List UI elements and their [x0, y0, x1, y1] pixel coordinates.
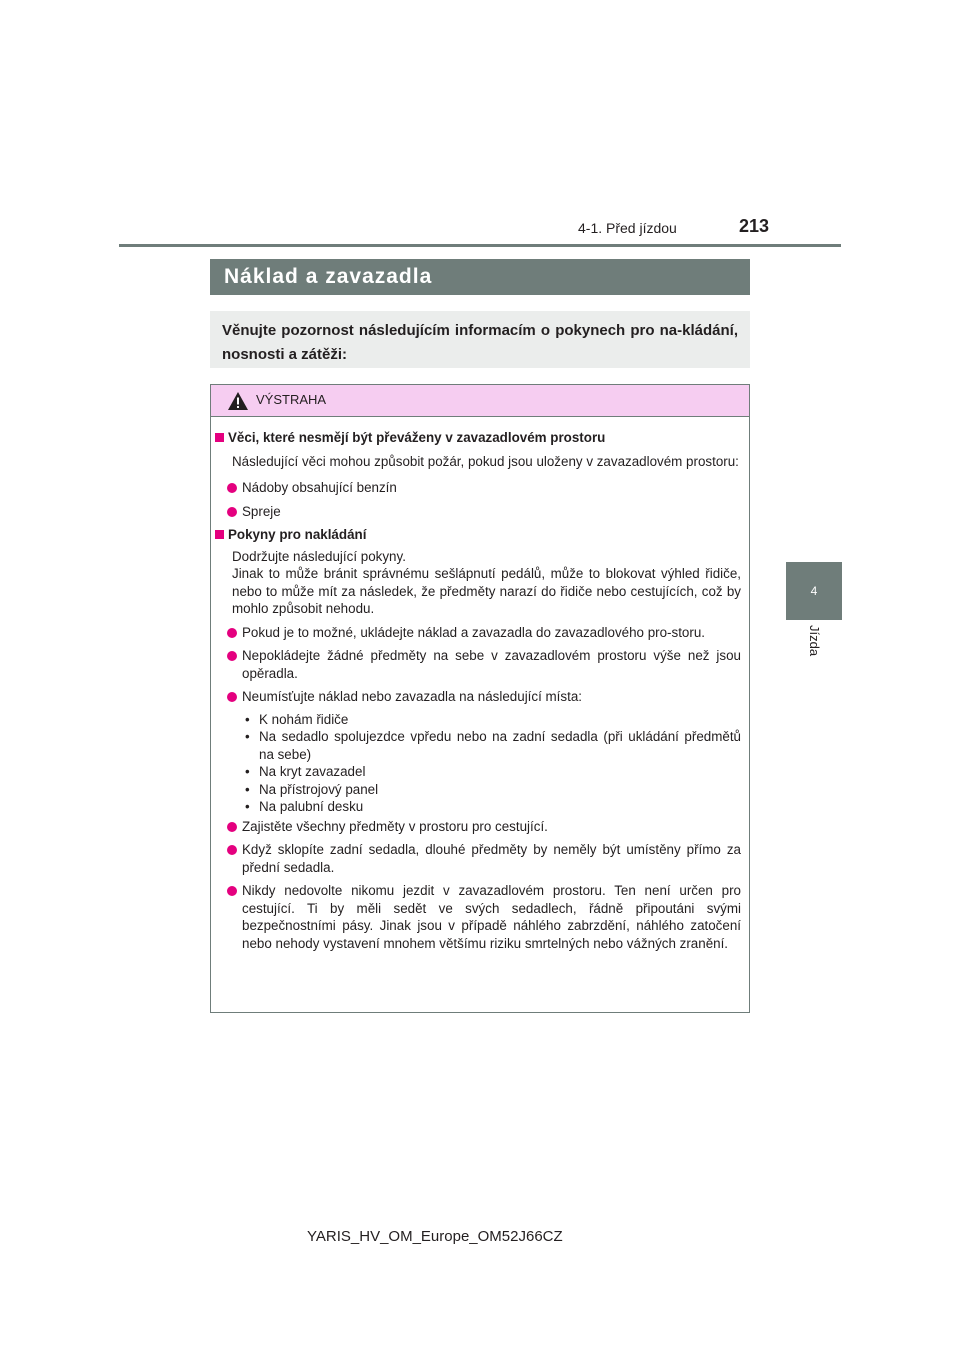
list-item — [227, 841, 741, 876]
circle-bullet-icon — [227, 845, 237, 855]
page-number: 213 — [739, 216, 770, 236]
chapter-number: 4 — [810, 584, 818, 598]
circle-bullet-icon — [227, 483, 237, 493]
list-item — [227, 647, 741, 682]
warning-triangle-icon — [227, 391, 249, 411]
sub-list — [245, 711, 741, 816]
section-heading — [215, 526, 741, 544]
list-item — [227, 688, 741, 706]
list-item — [227, 818, 741, 836]
list-item-text: Nepokládejte žádné předměty na sebe v zavazadlovém prostoru výše než jsou opěradla. — [242, 648, 741, 681]
circle-bullet-icon — [227, 886, 237, 896]
list-item-text: Neumísťujte náklad nebo zavazadla na následující místa: — [242, 689, 582, 704]
list-item — [227, 882, 741, 952]
dot-icon: • — [245, 711, 250, 727]
sub-list-item-text: Na palubní desku — [259, 799, 364, 814]
circle-bullet-icon — [227, 692, 237, 702]
intro-text: Věnujte pozornost následujícím informacím o pokynech pro na-kládání, nosnosti a zátěži: — [222, 322, 738, 363]
sub-list-item — [245, 781, 741, 799]
sub-list-item-text: Na kryt zavazadel — [259, 764, 366, 779]
sub-list-item-text: Na sedadlo spolujezdce vpředu nebo na zadní sedadla (při ukládání předmětů na sebe) — [259, 729, 741, 762]
sub-list-item — [245, 728, 741, 763]
section-text: Následující věci mohou způsobit požár, pokud jsou uloženy v zavazadlovém prostoru: — [232, 453, 739, 469]
list-item-text: Pokud je to možné, ukládejte náklad a zavazadla do zavazadlového pro-storu. — [242, 624, 706, 640]
sub-list-item — [245, 798, 741, 816]
sub-list-item-text: K nohám řidiče — [259, 711, 349, 727]
square-bullet-icon — [215, 433, 224, 442]
list-item-text: Spreje — [242, 503, 281, 519]
list-item-text: Nádoby obsahující benzín — [242, 480, 397, 495]
list-item — [227, 624, 741, 642]
warning-header — [211, 385, 749, 417]
section-heading-text: Věci, které nesmějí být převáženy v zavazadlovém prostoru — [228, 430, 606, 445]
intro-box — [210, 311, 750, 368]
chapter-label: Jízda — [807, 625, 822, 657]
warning-box — [210, 384, 750, 1013]
header-section-title: 4-1. Před jízdou — [578, 220, 677, 236]
circle-bullet-icon — [227, 507, 237, 517]
document-code: YARIS_HV_OM_Europe_OM52J66CZ — [307, 1228, 563, 1245]
section-text: Jinak to může bránit správnému sešlápnutí pedálů, může to blokovat výhled řidiče, nebo to může mít za následek, že předměty narazí do řidiče nebo cestujících, což by mohlo způsobit nehodu. — [232, 566, 741, 616]
list-item — [227, 479, 741, 497]
list-item-text: Zajistěte všechny předměty v prostoru pro cestující. — [242, 818, 548, 834]
chapter-tab — [786, 562, 842, 620]
circle-bullet-icon — [227, 628, 237, 638]
page-title: Náklad a zavazadla — [210, 259, 750, 295]
warning-body — [211, 417, 749, 952]
list-item-text: Když sklopíte zadní sedadla, dlouhé předměty by neměly být umístěny přímo za přední sedadla. — [242, 842, 741, 875]
section-heading-text: Pokyny pro nakládání — [228, 527, 367, 542]
list-item-text: Nikdy nedovolte nikomu jezdit v zavazadlovém prostoru. Ten není určen pro cestující. Ti by měli sedět ve svých sedadlech, řádně připoutáni svými bezpečnostními pásy. Jinak jsou v případě náhlého zabrzdění, náhlého zatočení nebo nehody vystavení mnohem většímu riziku smrtelných nebo vážných zranění. — [242, 883, 741, 951]
sub-list-item — [245, 763, 741, 781]
warning-label: VÝSTRAHA — [256, 392, 327, 407]
dot-icon: • — [245, 781, 250, 797]
sub-list-item-text: Na přístrojový panel — [259, 781, 379, 797]
dot-icon: • — [245, 729, 250, 744]
circle-bullet-icon — [227, 651, 237, 661]
dot-icon: • — [245, 799, 250, 814]
header-divider — [119, 244, 841, 247]
dot-icon: • — [245, 764, 250, 779]
section-text: Dodržujte následující pokyny. — [232, 548, 406, 564]
sub-list-item — [245, 711, 741, 729]
list-item — [227, 503, 741, 521]
square-bullet-icon — [215, 530, 224, 539]
section-heading — [215, 429, 741, 447]
circle-bullet-icon — [227, 822, 237, 832]
